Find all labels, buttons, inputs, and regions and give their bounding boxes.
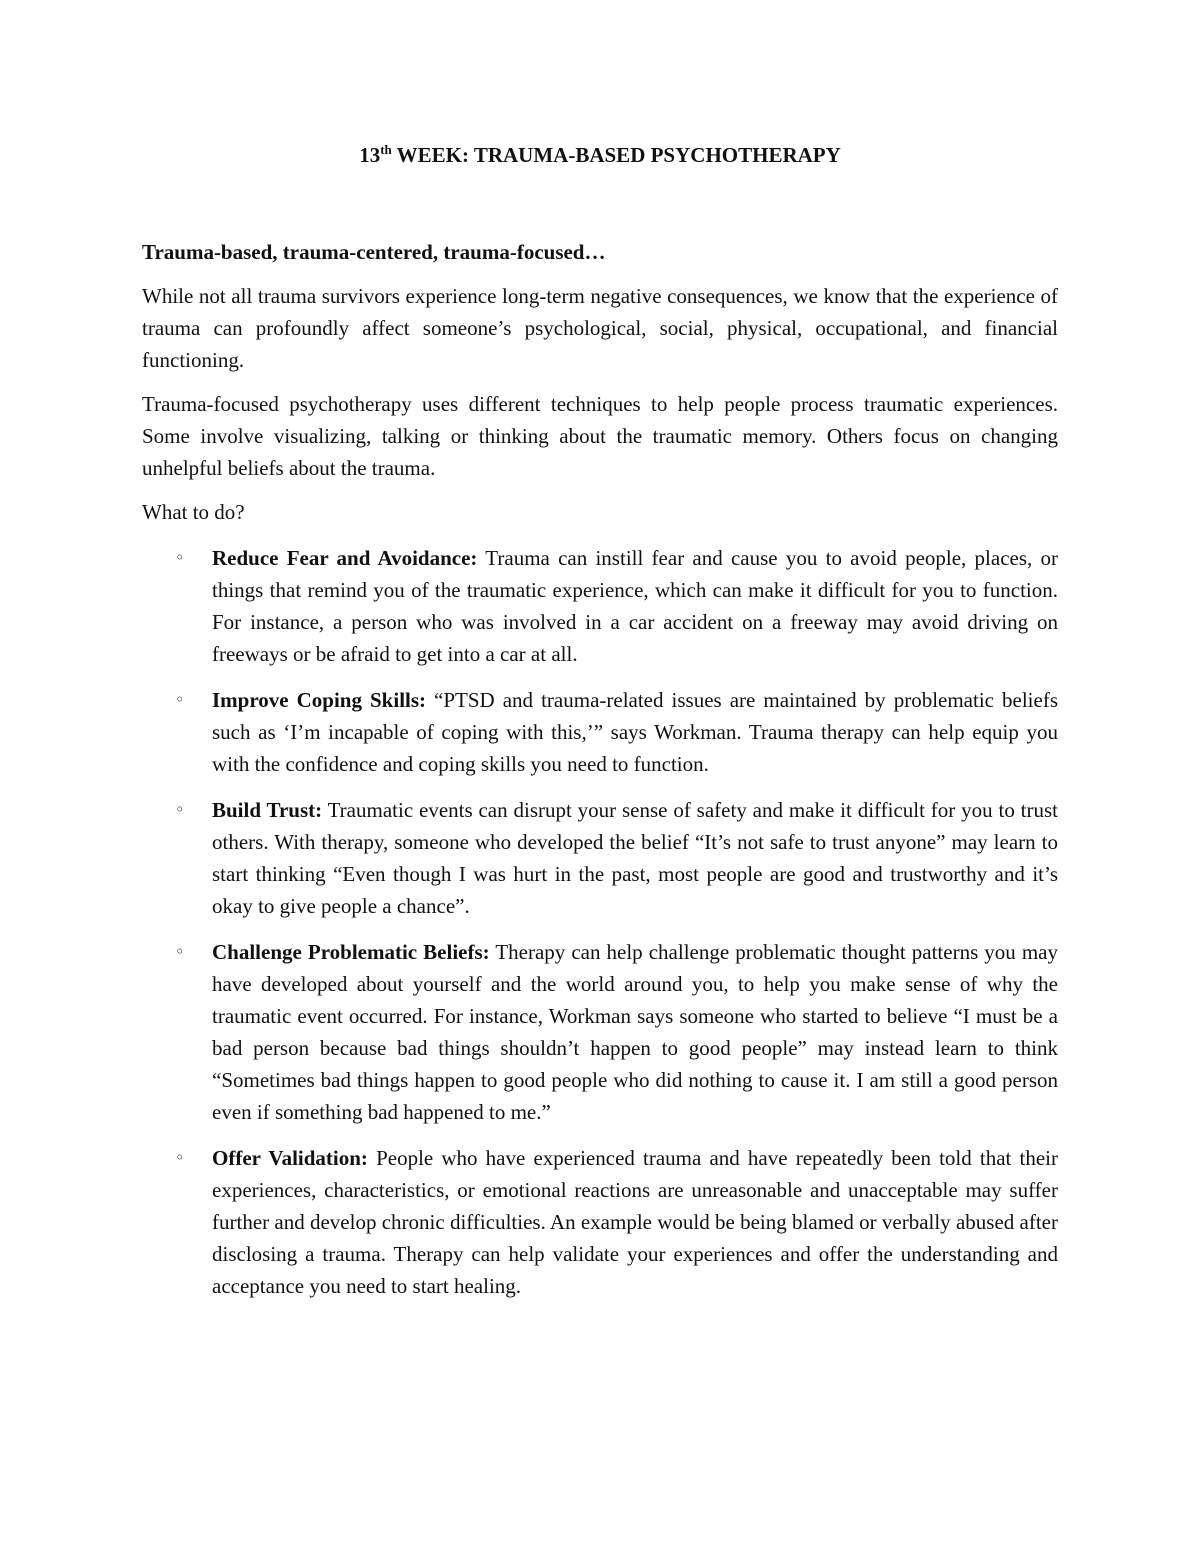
document-body	[142, 236, 1058, 1316]
bullet-list	[142, 542, 1058, 1302]
title-text: WEEK: TRAUMA-BASED PSYCHOTHERAPY	[391, 143, 841, 167]
paragraph-intro: While not all trauma survivors experience long-term negative consequences, we know that the experience of trauma can profoundly affect someone’s psychological, social, physical, occupational, and financial functioning.	[142, 284, 1058, 372]
paragraph-techniques: Trauma-focused psychotherapy uses different techniques to help people process traumatic experiences. Some involve visualizing, talking or thinking about the traumatic memory. Others focus on changing unhelpful beliefs about the trauma.	[142, 392, 1058, 480]
list-item	[142, 936, 1058, 1128]
page-title	[0, 141, 1200, 169]
list-item	[142, 794, 1058, 922]
list-item	[142, 542, 1058, 670]
list-item	[142, 1142, 1058, 1302]
hollow-circle-icon: ◦	[175, 548, 185, 567]
title-superscript: th	[380, 142, 392, 157]
hollow-circle-icon: ◦	[175, 690, 185, 709]
bullet-text: People who have experienced trauma and have repeatedly been told that their experiences, characteristics, or emotional reactions are unreasonable and unacceptable may suffer further and develop chronic difficulties. An example would be being blamed or verbally abused after disclosing a trauma. Therapy can help validate your experiences and offer the understanding and acceptance you need to start healing.	[212, 1146, 1058, 1298]
bullet-term: Offer Validation:	[212, 1146, 368, 1170]
title-number: 13	[359, 143, 381, 167]
bullet-term: Reduce Fear and Avoidance:	[212, 546, 478, 570]
bullet-text: “PTSD and trauma-related issues are maintained by problematic beliefs such as ‘I’m incapable of coping with this,’” says Workman. Trauma therapy can help equip you with the confidence and coping skills you need to function.	[212, 688, 1058, 776]
bullet-term: Improve Coping Skills:	[212, 688, 427, 712]
hollow-circle-icon: ◦	[175, 800, 185, 819]
bullet-text: Therapy can help challenge problematic thought patterns you may have developed about yourself and the world around you, to help you make sense of why the traumatic event occurred. For instance, Workman says someone who started to believe “I must be a bad person because bad things shouldn’t happen to good people” may instead learn to think “Sometimes bad things happen to good people who did nothing to cause it. I am still a good person even if something bad happened to me.”	[212, 940, 1058, 1124]
list-item	[142, 684, 1058, 780]
hollow-circle-icon: ◦	[175, 1148, 185, 1167]
bullet-text: Traumatic events can disrupt your sense of safety and make it difficult for you to trust others. With therapy, someone who developed the belief “It’s not safe to trust anyone” may learn to start thinking “Even though I was hurt in the past, most people are good and trustworthy and it’s okay to give people a chance”.	[212, 798, 1059, 918]
hollow-circle-icon: ◦	[175, 942, 185, 961]
what-to-do-label: What to do?	[142, 500, 245, 524]
section-subheading: Trauma-based, trauma-centered, trauma-focused…	[142, 240, 606, 264]
bullet-term: Build Trust:	[212, 798, 323, 822]
bullet-term: Challenge Problematic Beliefs:	[212, 940, 490, 964]
bullet-text: Trauma can instill fear and cause you to avoid people, places, or things that remind you of the traumatic experience, which can make it difficult for you to function. For instance, a person who was involved in a car accident on a freeway may avoid driving on freeways or be afraid to get into a car at all.	[212, 546, 1058, 666]
